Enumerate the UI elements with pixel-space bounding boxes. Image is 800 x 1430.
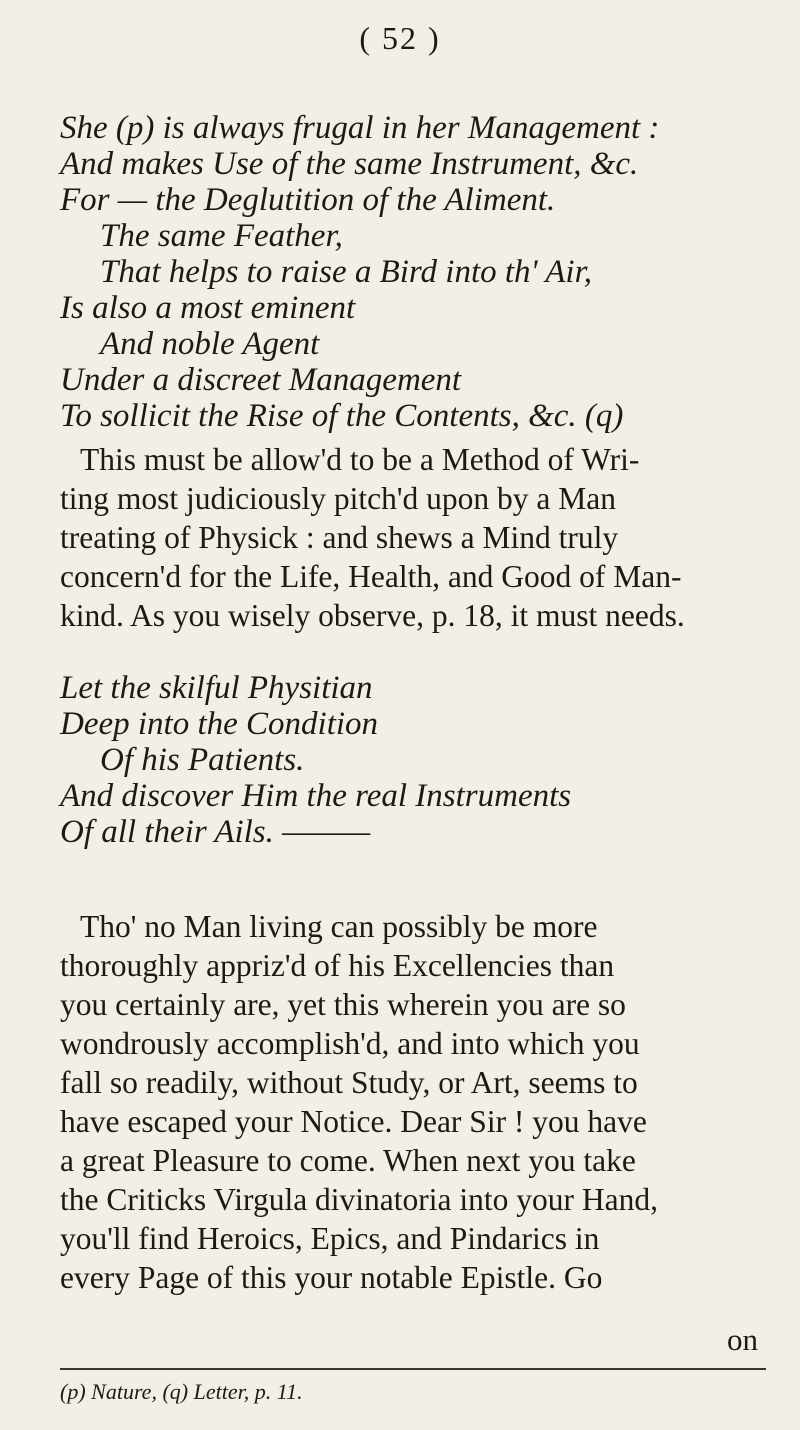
- text-line: every Page of this your notable Epistle. Go: [60, 1260, 603, 1295]
- text-line: This must be allow'd to be a Method of Wri-: [80, 442, 640, 477]
- text-line: Tho' no Man living can possibly be more: [80, 909, 598, 944]
- text-line: you'll find Heroics, Epics, and Pindarics in: [60, 1221, 600, 1256]
- text-line: the Criticks Virgula divinatoria into your Hand,: [60, 1182, 658, 1217]
- footnotes: (p) Nature, (q) Letter, p. 11.: [60, 1379, 303, 1404]
- verse-line: She (p) is always frugal in her Management :: [60, 110, 660, 146]
- text-line: kind. As you wisely observe, p. 18, it must needs.: [60, 598, 685, 633]
- text-line: have escaped your Notice. Dear Sir ! you have: [60, 1104, 647, 1139]
- verse-line: Of all their Ails. ———: [60, 814, 371, 850]
- catchword: on: [727, 1322, 758, 1357]
- footnote-rule: [60, 1368, 766, 1370]
- text-line: concern'd for the Life, Health, and Good of Man-: [60, 559, 682, 594]
- page-number: ( 52 ): [359, 20, 441, 56]
- text-line: treating of Physick : and shews a Mind truly: [60, 520, 619, 555]
- verse-line: For — the Deglutition of the Aliment.: [60, 182, 556, 218]
- verse-line: Is also a most eminent: [60, 290, 356, 326]
- verse-line: The same Feather,: [100, 218, 343, 254]
- verse-line: And noble Agent: [100, 326, 320, 362]
- verse-line: And makes Use of the same Instrument, &c.: [60, 146, 639, 182]
- text-line: a great Pleasure to come. When next you take: [60, 1143, 636, 1178]
- verse-line: Let the skilful Physitian: [60, 670, 373, 706]
- text-line: fall so readily, without Study, or Art, seems to: [60, 1065, 638, 1100]
- verse-line: And discover Him the real Instruments: [60, 778, 572, 814]
- text-line: wondrously accomplish'd, and into which you: [60, 1026, 640, 1061]
- text-line: thoroughly appriz'd of his Excellencies than: [60, 948, 615, 983]
- verse-line: Deep into the Condition: [60, 706, 379, 742]
- verse-line: That helps to raise a Bird into th' Air,: [100, 254, 593, 290]
- verse-line: Under a discreet Management: [60, 362, 462, 398]
- verse-block-2: [60, 670, 760, 850]
- verse-line: Of his Patients.: [100, 742, 305, 778]
- paragraph-2: [60, 907, 760, 1297]
- verse-line: To sollicit the Rise of the Contents, &c. (q): [60, 398, 624, 434]
- text-line: ting most judiciously pitch'd upon by a Man: [60, 481, 617, 516]
- verse-block-1: [60, 110, 760, 434]
- text-line: you certainly are, yet this wherein you are so: [60, 987, 626, 1022]
- paragraph-1: [60, 440, 760, 635]
